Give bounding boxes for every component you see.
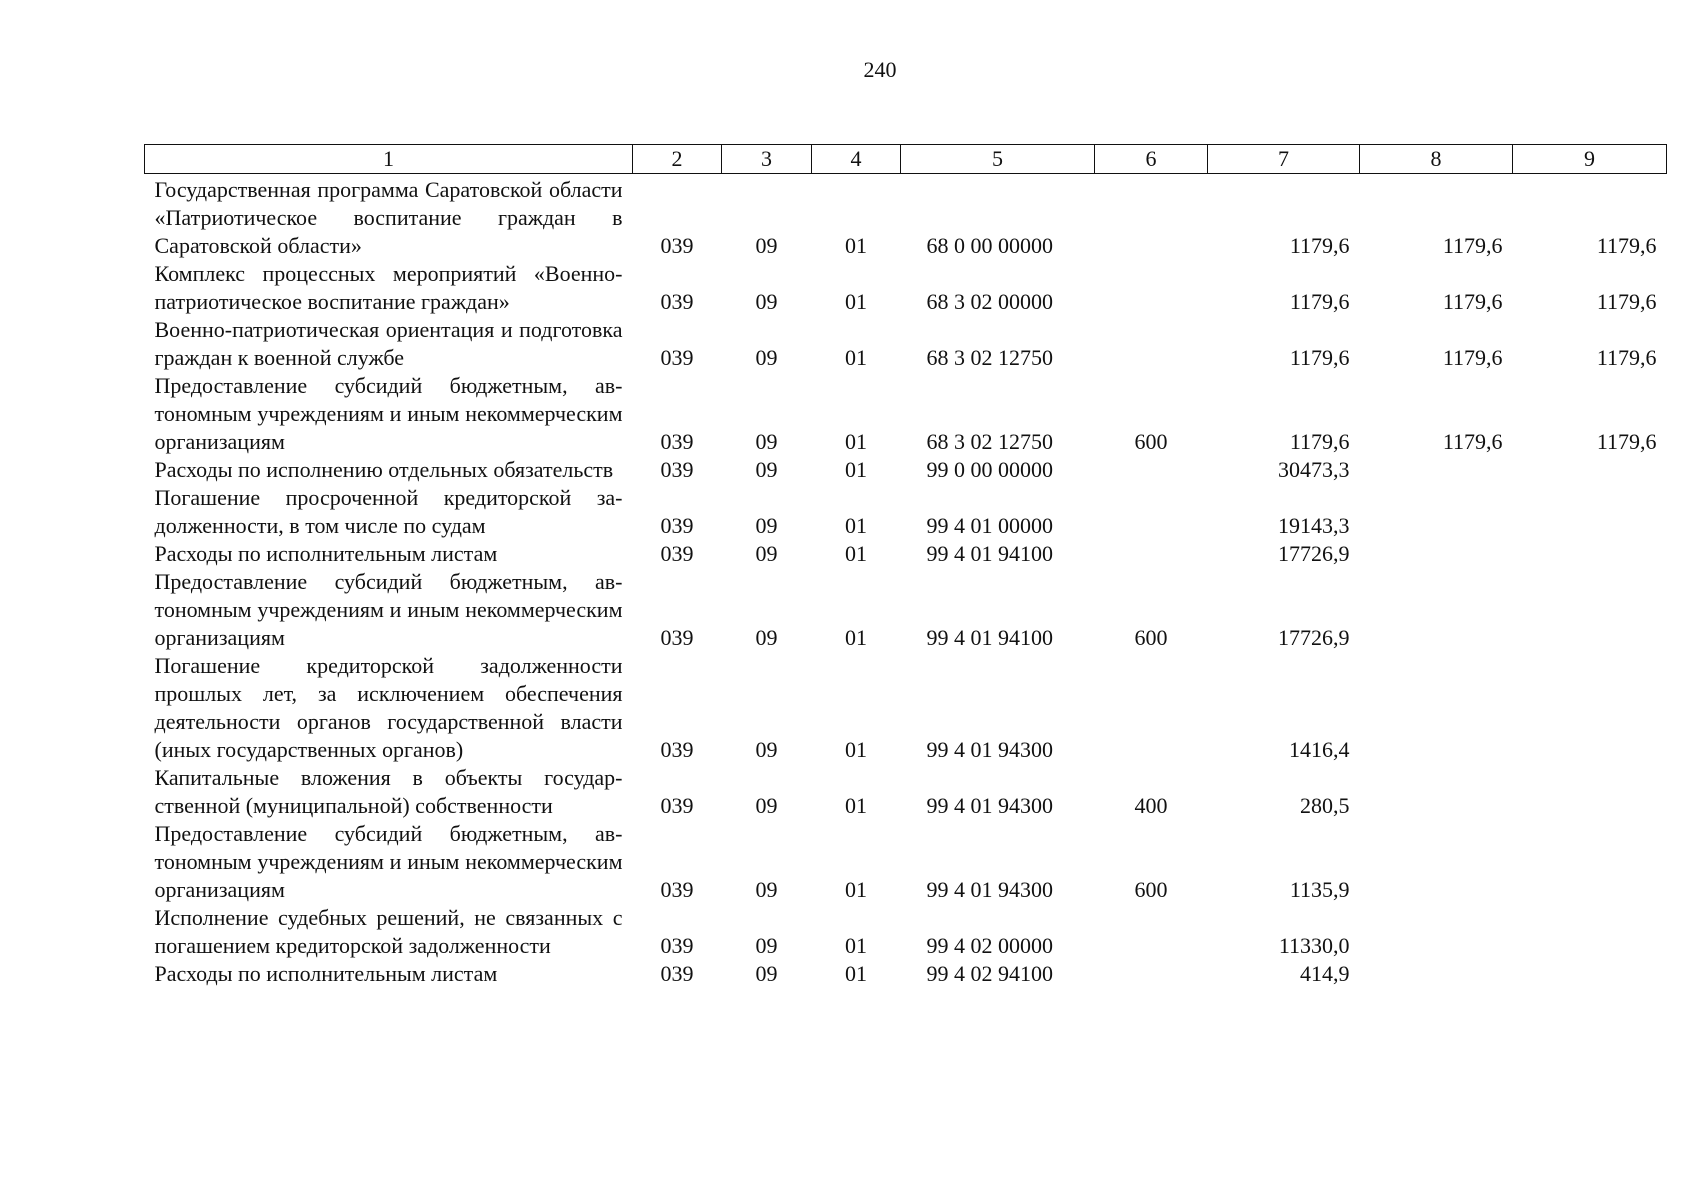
row-name: Погашение кредиторской задолженности прошлых лет, за исключением обеспечения деятельности органов государственной власти (иных государственных органов): [154, 653, 623, 762]
row-section: 09: [755, 933, 778, 958]
row-amount-1: 1416,4: [1289, 737, 1350, 762]
row-subsection: 01: [845, 429, 867, 454]
table-header: [145, 145, 1667, 174]
row-section: 09: [755, 961, 778, 986]
row-amount-3: [1513, 484, 1667, 540]
row-admin-code: 039: [660, 289, 694, 314]
row-admin-code: 039: [660, 429, 694, 454]
row-name: Предоставление субсидий бюджетным, автономным учреждениям и иным некоммерческим организациям: [154, 821, 623, 902]
row-amount-1: 30473,3: [1278, 457, 1350, 482]
row-amount-3: [1513, 540, 1667, 568]
row-section: 09: [755, 345, 778, 370]
budget-table: [144, 144, 1667, 988]
table-row: [145, 904, 1667, 960]
row-name: Государственная программа Саратовской области «Патриотическое воспитание граждан в Саратовской области»: [154, 177, 623, 258]
row-admin-code: 039: [660, 877, 694, 902]
row-expense-type: 600: [1134, 625, 1168, 650]
row-expense-type: [1095, 456, 1208, 484]
table-row: [145, 960, 1667, 988]
row-amount-1: 1179,6: [1289, 429, 1350, 454]
row-amount-2: 1179,6: [1442, 233, 1503, 258]
row-admin-code: 039: [660, 345, 694, 370]
row-amount-2: [1360, 820, 1513, 904]
table-row: [145, 568, 1667, 652]
row-target-article: 99 4 02 00000: [926, 933, 1053, 958]
row-amount-2: [1360, 960, 1513, 988]
row-subsection: 01: [845, 541, 867, 566]
row-admin-code: 039: [660, 233, 694, 258]
row-name: Погашение просроченной кредиторской задолженности, в том числе по судам: [154, 485, 623, 538]
row-section: 09: [755, 793, 778, 818]
row-amount-3: 1179,6: [1596, 345, 1657, 370]
header-col-5: 5: [901, 145, 1095, 174]
row-expense-type: [1095, 904, 1208, 960]
row-amount-1: 414,9: [1300, 961, 1350, 986]
row-expense-type: 600: [1134, 429, 1168, 454]
row-subsection: 01: [845, 793, 867, 818]
row-target-article: 99 4 01 94300: [926, 793, 1053, 818]
row-section: 09: [755, 289, 778, 314]
row-admin-code: 039: [660, 541, 694, 566]
row-amount-3: [1513, 960, 1667, 988]
row-amount-2: [1360, 652, 1513, 764]
row-target-article: 99 4 01 00000: [926, 513, 1053, 538]
row-amount-3: 1179,6: [1596, 233, 1657, 258]
row-expense-type: [1095, 540, 1208, 568]
header-col-9: 9: [1513, 145, 1667, 174]
row-subsection: 01: [845, 289, 867, 314]
row-amount-1: 19143,3: [1278, 513, 1350, 538]
row-subsection: 01: [845, 877, 867, 902]
header-col-6: 6: [1095, 145, 1208, 174]
row-admin-code: 039: [660, 793, 694, 818]
row-name: Капитальные вложения в объекты государственной (муниципальной) собственности: [154, 765, 623, 818]
row-expense-type: [1095, 174, 1208, 261]
row-amount-3: [1513, 568, 1667, 652]
row-expense-type: 600: [1134, 877, 1168, 902]
row-target-article: 99 4 02 94100: [926, 961, 1053, 986]
row-admin-code: 039: [660, 737, 694, 762]
row-amount-1: 1179,6: [1289, 233, 1350, 258]
row-amount-2: 1179,6: [1442, 429, 1503, 454]
row-amount-3: [1513, 820, 1667, 904]
row-name: Расходы по исполнению отдельных обязательств: [154, 457, 614, 482]
row-amount-3: [1513, 904, 1667, 960]
row-name: Военно-патриотическая ориентация и подготовка граждан к военной службе: [154, 317, 623, 370]
row-section: 09: [755, 233, 778, 258]
row-admin-code: 039: [660, 457, 694, 482]
row-section: 09: [755, 513, 778, 538]
row-name: Предоставление субсидий бюджетным, автономным учреждениям и иным некоммерческим организациям: [154, 373, 623, 454]
row-amount-2: [1360, 764, 1513, 820]
header-col-2: 2: [633, 145, 722, 174]
table-body: [145, 174, 1667, 989]
row-amount-2: [1360, 484, 1513, 540]
row-target-article: 99 4 01 94300: [926, 737, 1053, 762]
row-target-article: 99 4 01 94100: [926, 541, 1053, 566]
header-col-8: 8: [1360, 145, 1513, 174]
row-subsection: 01: [845, 625, 867, 650]
page-number: 240: [863, 57, 897, 82]
row-expense-type: [1095, 484, 1208, 540]
row-amount-3: [1513, 764, 1667, 820]
table-row: [145, 174, 1667, 261]
row-amount-1: 17726,9: [1278, 625, 1350, 650]
row-target-article: 99 0 00 00000: [926, 457, 1053, 482]
row-subsection: 01: [845, 513, 867, 538]
row-amount-2: [1360, 540, 1513, 568]
row-admin-code: 039: [660, 933, 694, 958]
header-row: [145, 145, 1667, 174]
row-amount-2: [1360, 456, 1513, 484]
row-target-article: 68 3 02 12750: [926, 429, 1053, 454]
row-name: Комплекс процессных мероприятий «Военно-патриотическое воспитание граждан»: [154, 261, 623, 314]
row-amount-1: 1179,6: [1289, 289, 1350, 314]
row-expense-type: [1095, 316, 1208, 372]
row-amount-2: 1179,6: [1442, 345, 1503, 370]
row-amount-3: 1179,6: [1596, 289, 1657, 314]
header-col-7: 7: [1208, 145, 1360, 174]
row-subsection: 01: [845, 345, 867, 370]
row-section: 09: [755, 625, 778, 650]
row-subsection: 01: [845, 933, 867, 958]
row-subsection: 01: [845, 737, 867, 762]
row-expense-type: [1095, 960, 1208, 988]
row-section: 09: [755, 457, 778, 482]
row-target-article: 99 4 01 94100: [926, 625, 1053, 650]
row-expense-type: 400: [1134, 793, 1168, 818]
header-col-4: 4: [812, 145, 901, 174]
table-row: [145, 484, 1667, 540]
row-section: 09: [755, 877, 778, 902]
row-section: 09: [755, 429, 778, 454]
row-amount-1: 11330,0: [1278, 933, 1350, 958]
row-amount-1: 1135,9: [1289, 877, 1350, 902]
header-col-1: 1: [145, 145, 633, 174]
row-name: Исполнение судебных решений, не связанных с погашением кредиторской задолженности: [154, 905, 623, 958]
row-section: 09: [755, 541, 778, 566]
header-col-3: 3: [722, 145, 812, 174]
row-expense-type: [1095, 260, 1208, 316]
row-subsection: 01: [845, 961, 867, 986]
row-amount-1: 17726,9: [1278, 541, 1350, 566]
row-amount-2: [1360, 904, 1513, 960]
row-amount-1: 280,5: [1300, 793, 1350, 818]
row-subsection: 01: [845, 233, 867, 258]
row-amount-2: [1360, 568, 1513, 652]
row-admin-code: 039: [660, 513, 694, 538]
row-admin-code: 039: [660, 625, 694, 650]
table-row: [145, 316, 1667, 372]
row-expense-type: [1095, 652, 1208, 764]
row-amount-3: [1513, 456, 1667, 484]
row-amount-3: 1179,6: [1596, 429, 1657, 454]
row-target-article: 68 3 02 12750: [926, 345, 1053, 370]
table-row: [145, 764, 1667, 820]
row-target-article: 68 0 00 00000: [926, 233, 1053, 258]
row-target-article: 99 4 01 94300: [926, 877, 1053, 902]
table-row: [145, 652, 1667, 764]
row-admin-code: 039: [660, 961, 694, 986]
row-amount-3: [1513, 652, 1667, 764]
row-name: Расходы по исполнительным листам: [154, 961, 498, 986]
row-target-article: 68 3 02 00000: [926, 289, 1053, 314]
row-name: Предоставление субсидий бюджетным, автономным учреждениям и иным некоммерческим организациям: [154, 569, 623, 650]
row-name: Расходы по исполнительным листам: [154, 541, 498, 566]
table-row: [145, 372, 1667, 456]
table-row: [145, 540, 1667, 568]
table-row: [145, 820, 1667, 904]
row-amount-2: 1179,6: [1442, 289, 1503, 314]
row-subsection: 01: [845, 457, 867, 482]
table-row: [145, 456, 1667, 484]
row-section: 09: [755, 737, 778, 762]
row-amount-1: 1179,6: [1289, 345, 1350, 370]
table-row: [145, 260, 1667, 316]
